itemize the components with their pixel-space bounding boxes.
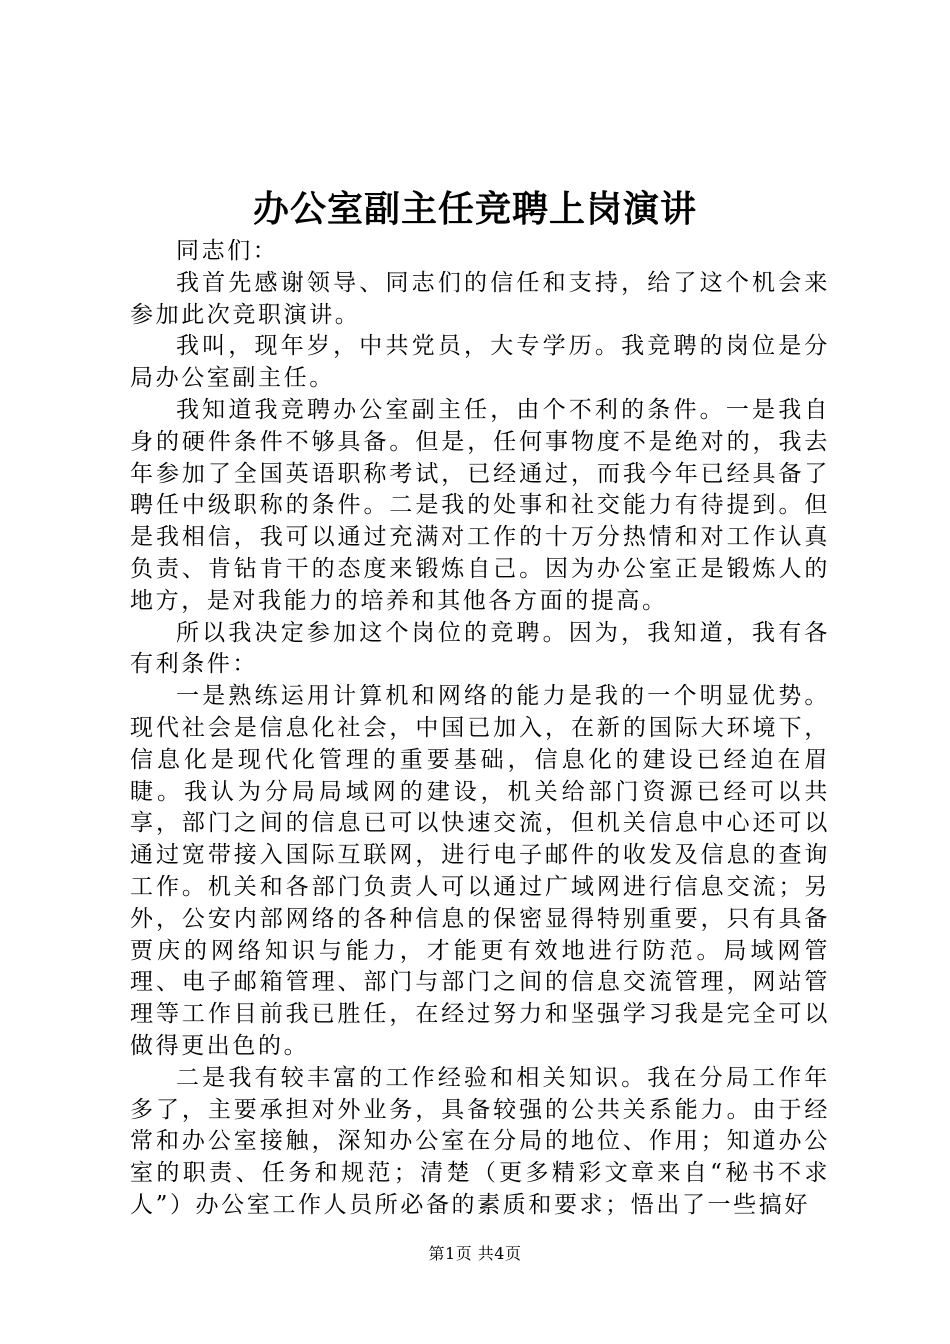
document-title: 办公室副主任竞聘上岗演讲 [252,188,697,230]
body-paragraph: 我首先感谢领导、同志们的信任和支持，给了这个机会来参加此次竞职演讲。 [130,269,830,328]
body-paragraph: 一是熟练运用计算机和网络的能力是我的一个明显优势。现代社会是信息化社会，中国已加入，在新的国际大环境下，信息化是现代化管理的重要基础，信息化的建设已经迫在眉睫。我认为分局局域网的建设，机关给部门资源已经可以共享，部门之间的信息已可以快速交流，但机关信息中心还可以通过宽带接入国际互联网，进行电子邮件的收发及信息的查询工作。机关和各部门负责人可以通过广域网进行信息交流；另外，公安内部网络的各种信息的保密显得特别重要，只有具备贾庆的网络知识与能力，才能更有效地进行防范。局域网管理、电子邮箱管理、部门与部门之间的信息交流管理，网站管理等工作目前我已胜任，在经过努力和坚强学习我是完全可以做得更出色的。 [130,683,830,1059]
body-paragraph: 二是我有较丰富的工作经验和相关知识。我在分局工作年多了，主要承担对外业务，具备较强的公共关系能力。由于经常和办公室接触，深知办公室在分局的地位、作用；知道办公室的职责、任务和规范；清楚（更多精彩文章来自“秘书不求人”）办公室工作人员所必备的素质和要求；悟出了一些搞好 [130,1064,830,1218]
body-paragraph: 所以我决定参加这个岗位的竞聘。因为，我知道，我有各有利条件： [130,619,830,678]
body-paragraph: 我叫，现年岁，中共党员，大专学历。我竞聘的岗位是分局办公室副主任。 [130,333,830,392]
salutation-paragraph: 同志们： [176,238,279,264]
document-body [130,236,830,1222]
body-paragraph: 我知道我竞聘办公室副主任，由个不利的条件。一是我自身的硬件条件不够具备。但是，任何事物度不是绝对的，我去年参加了全国英语职称考试，已经通过，而我今年已经具备了聘任中级职称的条件。二是我的处事和社交能力有待提到。但是我相信，我可以通过充满对工作的十万分热情和对工作认真负责、肯钻肯干的态度来锻炼自己。因为办公室正是锻炼人的地方，是对我能力的培养和其他各方面的提高。 [130,396,830,614]
page-number-footer: 第1页 共4页 [428,1244,522,1263]
